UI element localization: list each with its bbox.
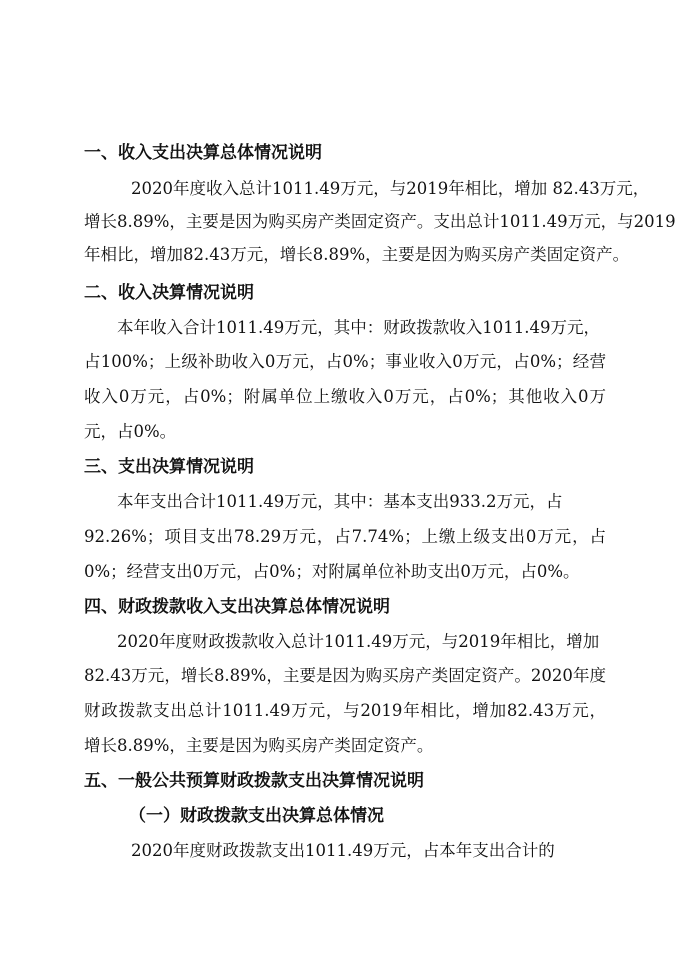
section-heading-1: 一、收入支出决算总体情况说明 <box>84 143 322 163</box>
paragraph-line: 本年收入合计1011.49万元，其中：财政拨款收入1011.49万元， <box>117 318 600 337</box>
paragraph-line: 财政拨款支出总计1011.49万元，与2019年相比，增加82.43万元， <box>84 701 606 720</box>
paragraph-line: 增长8.89%，主要是因为购买房产类固定资产。 <box>84 736 434 755</box>
paragraph-line: 年相比，增加82.43万元，增长8.89%，主要是因为购买房产类固定资产。 <box>84 245 630 264</box>
paragraph-line: 2020年度收入总计1011.49万元，与2019年相比，增加 82.43万元， <box>131 179 650 198</box>
paragraph-line: 本年支出合计1011.49万元，其中：基本支出933.2万元，占 <box>117 492 563 511</box>
section-heading-3: 三、支出决算情况说明 <box>84 457 254 477</box>
section-heading-2: 二、收入决算情况说明 <box>84 283 254 303</box>
paragraph-line: 元，占0%。 <box>84 422 177 441</box>
paragraph-line: 增长8.89%，主要是因为购买房产类固定资产。支出总计1011.49万元，与2019 <box>84 212 676 231</box>
paragraph-line: 92.26%；项目支出78.29万元，占7.74%；上缴上级支出0万元，占 <box>84 527 606 546</box>
section-heading-4: 四、财政拨款收入支出决算总体情况说明 <box>84 597 390 617</box>
section-heading-5: 五、一般公共预算财政拨款支出决算情况说明 <box>84 771 424 791</box>
subsection-heading: （一）财政拨款支出决算总体情况 <box>129 806 384 826</box>
paragraph-line: 2020年度财政拨款支出1011.49万元，占本年支出合计的 <box>131 841 555 860</box>
paragraph-line: 0%；经营支出0万元，占0%；对附属单位补助支出0万元，占0%。 <box>84 562 580 581</box>
paragraph-line: 收入0万元，占0%；附属单位上缴收入0万元，占0%；其他收入0万 <box>84 387 606 406</box>
paragraph-line: 82.43万元，增长8.89%，主要是因为购买房产类固定资产。2020年度 <box>84 666 606 685</box>
paragraph-line: 2020年度财政拨款收入总计1011.49万元，与2019年相比，增加 <box>117 632 600 651</box>
paragraph-line: 占100%；上级补助收入0万元，占0%；事业收入0万元，占0%；经营 <box>84 352 606 371</box>
